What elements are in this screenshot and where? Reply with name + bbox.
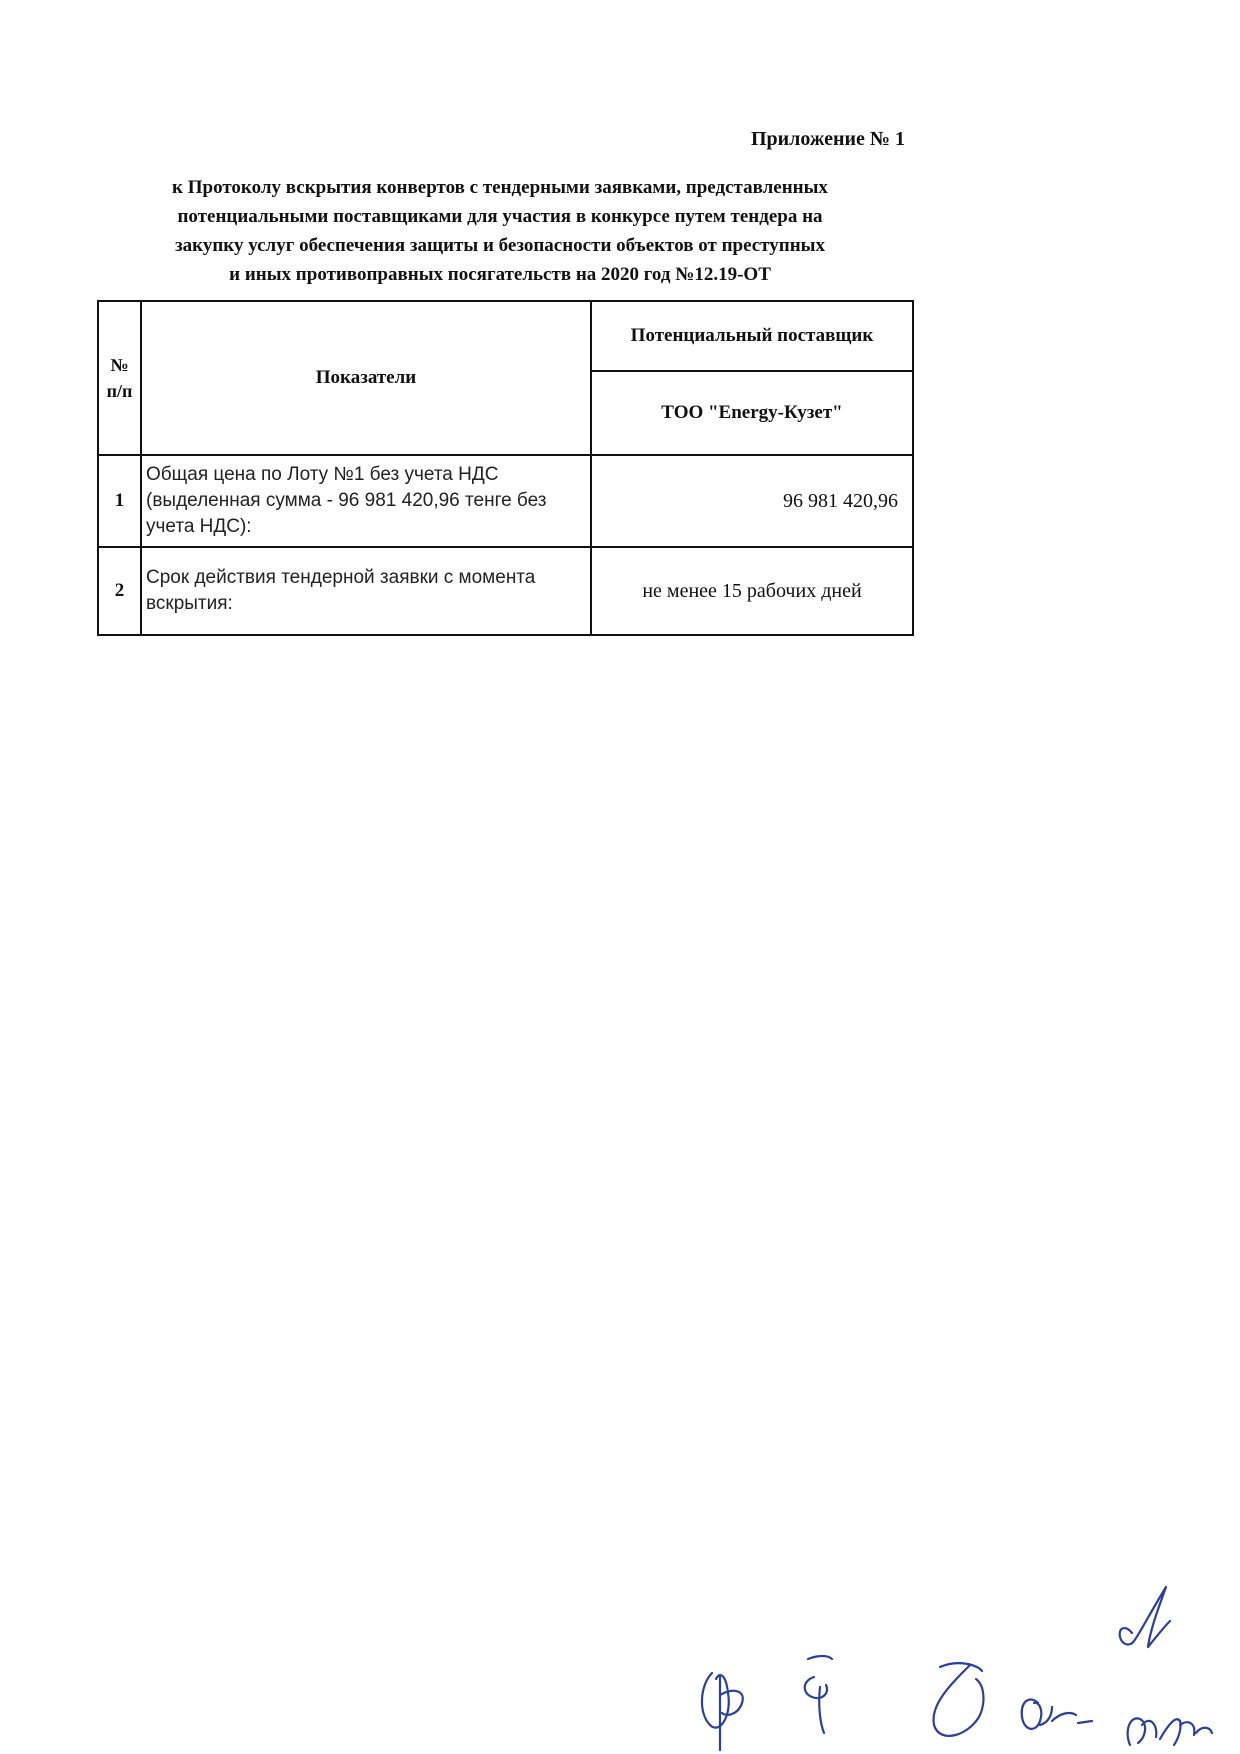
header-num-abbr: п/п [106,381,133,401]
row-number: 2 [98,547,141,635]
document-preamble [95,173,905,289]
handwritten-signatures [690,1575,1230,1754]
signature [933,1663,983,1736]
signature [1120,1587,1170,1647]
signature [702,1673,743,1750]
row-number: 1 [98,455,141,547]
header-indicators: Показатели [141,301,591,455]
table-row [98,547,913,635]
header-supplier-group: Потенциальный поставщик [591,301,913,371]
preamble-line: закупку услуг обеспечения защиты и безопасности объектов от преступных [175,235,825,256]
signature [1128,1718,1212,1745]
preamble-line: и иных противоправных посягательств на 2020 год №12.19-ОТ [229,264,771,285]
row-indicator: Общая цена по Лоту №1 без учета НДС (выделенная сумма - 96 981 420,96 тенге без учета НДС): [141,455,591,547]
row-value: 96 981 420,96 [591,455,913,547]
signature [1022,1699,1092,1728]
preamble-line: потенциальными поставщиками для участия в конкурсе путем тендера на [177,206,823,227]
appendix-title: Приложение № 1 [750,128,905,150]
bid-table [97,300,914,636]
row-indicator: Срок действия тендерной заявки с момента вскрытия: [141,547,591,635]
table-header-row [98,301,913,371]
header-num-cell [98,301,141,455]
signature [805,1656,832,1733]
preamble-line: к Протоколу вскрытия конвертов с тендерными заявками, представленных [172,177,828,198]
header-supplier-name: ТОО "Energy-Кузет" [591,371,913,455]
table-row [98,455,913,547]
row-value: не менее 15 рабочих дней [591,547,913,635]
header-num-symbol: № [110,355,129,375]
